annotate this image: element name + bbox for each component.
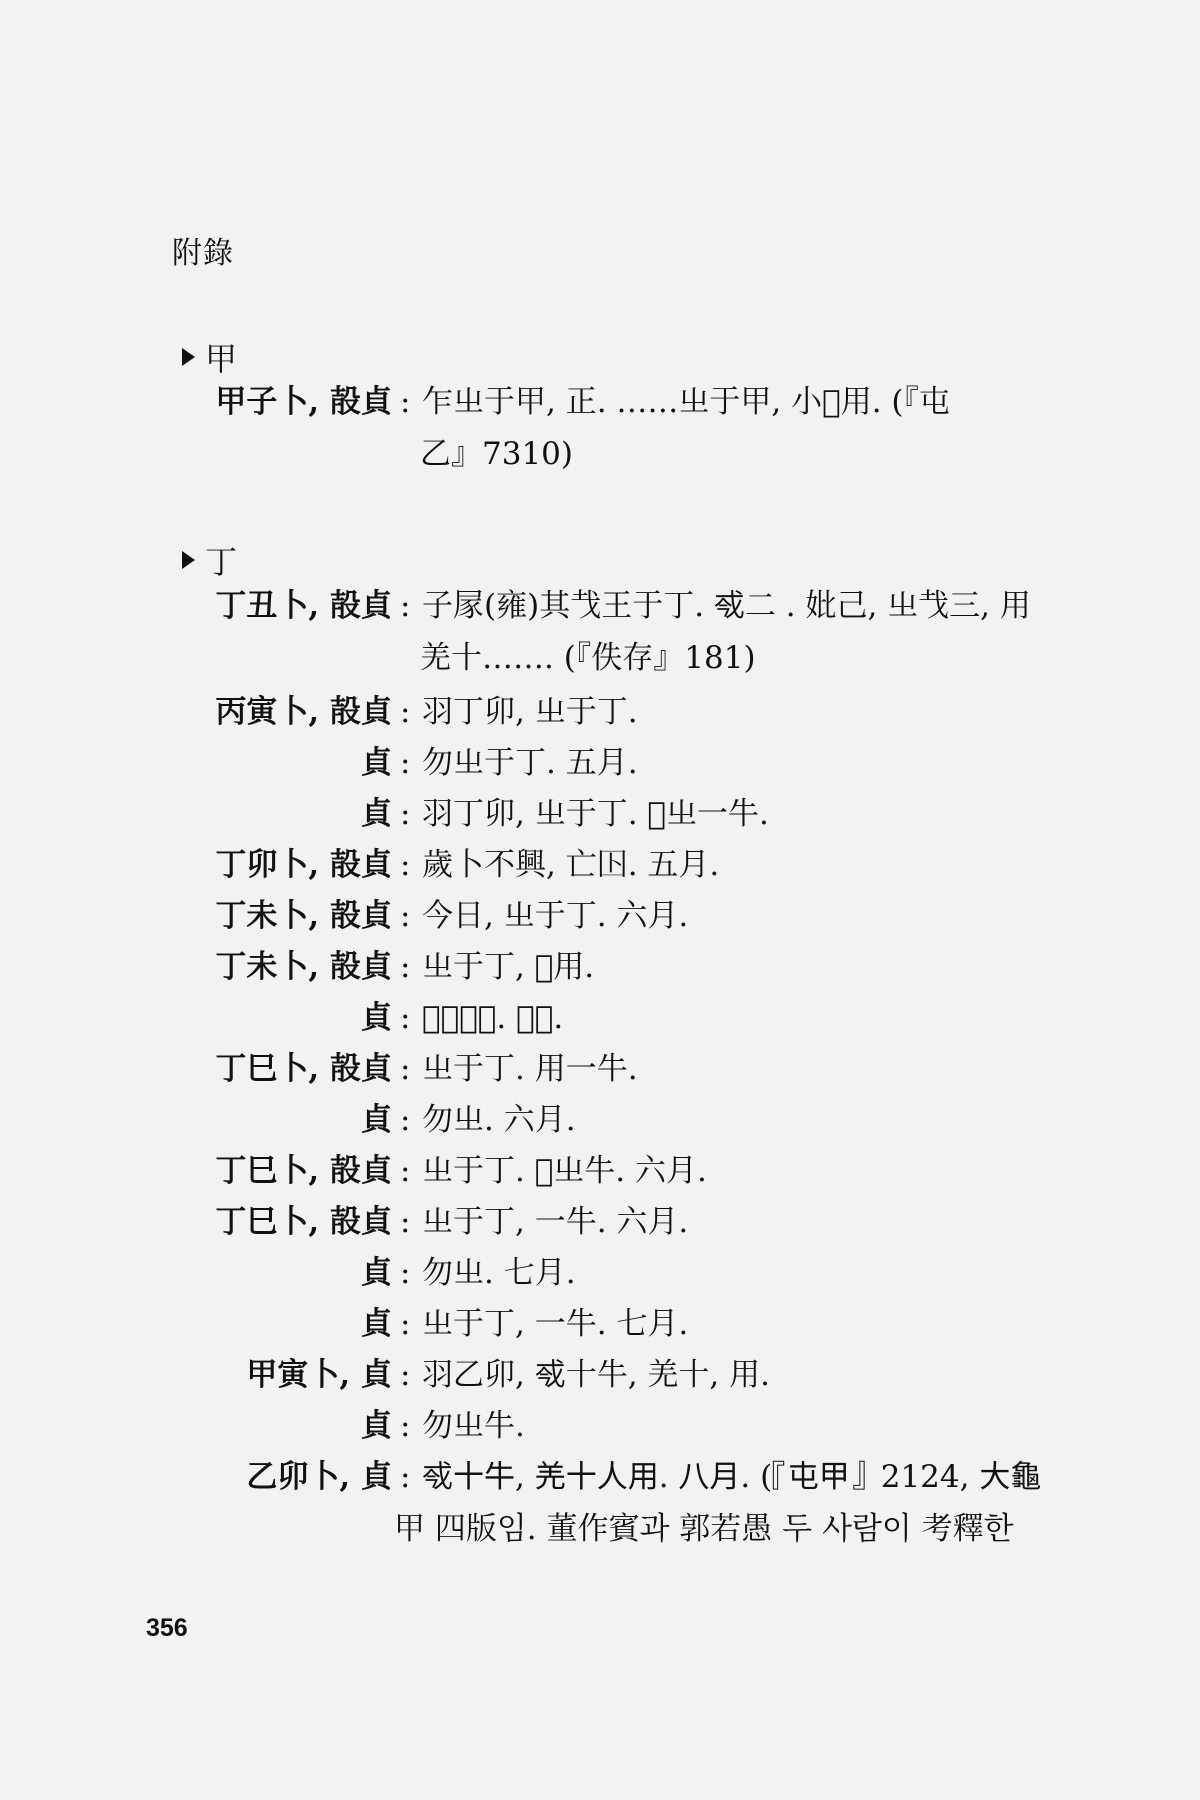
entry-colon: :: [400, 1102, 411, 1138]
entry-row: [0, 1298, 1200, 1350]
entry-colon: :: [400, 847, 411, 883]
entry-row: [0, 941, 1200, 993]
entry-colon: :: [400, 1204, 411, 1240]
entry-text: 㞢于丁, 一牛. 六月.: [422, 1204, 689, 1240]
entry-row: [0, 839, 1200, 891]
entry-row: [0, 1145, 1200, 1197]
entry-diviner: 丁未卜, 㱿貞: [215, 898, 392, 934]
running-head: 附錄: [172, 236, 234, 271]
entry-text: 子𡱰(雍)其𢦏王于丁. 𢦟二 . 妣己, 㞢𢦏三, 用: [422, 588, 1031, 624]
triangle-marker-icon: [182, 348, 195, 366]
entry-colon: :: [400, 898, 411, 934]
entry-colon: :: [400, 745, 411, 781]
entry-row: [0, 737, 1200, 789]
entry-colon: :: [400, 949, 411, 985]
entry-row: [0, 1451, 1200, 1503]
entry-continuation: 乙』7310): [420, 436, 573, 472]
entry-row: [0, 1247, 1200, 1299]
entry-colon: :: [400, 384, 411, 420]
entry-diviner: 貞: [361, 796, 392, 832]
entry-diviner: 貞: [361, 1306, 392, 1342]
entry-colon: :: [400, 694, 411, 730]
section-heading-label: 丁: [205, 543, 238, 581]
section-heading-label: 甲: [205, 340, 238, 378]
entry-diviner: 貞: [361, 745, 392, 781]
entry-text: 歲卜不興, 亡𡆥. 五月.: [422, 847, 720, 883]
entry-colon: :: [400, 1255, 411, 1291]
entry-row: [0, 1094, 1200, 1146]
entry-row: [0, 1196, 1200, 1248]
entry-text: 𤉲㞢一牛. 六月.: [422, 1000, 564, 1036]
entry-text: 㞢于丁, 一牛. 七月.: [422, 1306, 689, 1342]
entry-colon: :: [400, 1306, 411, 1342]
entry-diviner: 貞: [361, 1102, 392, 1138]
entry-text: 㞢于丁. 用一牛.: [422, 1051, 638, 1087]
entry-text: 𢦟十牛, 羌十人用. 八月. (『屯甲』2124, 大龜: [422, 1459, 1042, 1495]
triangle-marker-icon: [182, 551, 195, 569]
entry-diviner: 丁巳卜, 㱿貞: [215, 1051, 392, 1087]
entry-colon: :: [400, 588, 411, 624]
entry-colon: :: [400, 1051, 411, 1087]
entry-row: [0, 686, 1200, 738]
entry-text: 今日, 㞢于丁. 六月.: [422, 898, 689, 934]
entry-text: 勿㞢. 六月.: [422, 1102, 576, 1138]
entry-text: 㞢于丁, 𤉲用.: [422, 949, 595, 985]
entry-row: [0, 1400, 1200, 1452]
entry-text: 羽丁卯, 㞢于丁. 𤉲㞢一牛.: [422, 796, 769, 832]
entry-diviner: 貞: [361, 1255, 392, 1291]
entry-diviner: 丁丑卜, 㱿貞: [215, 588, 392, 624]
entry-diviner: 丁未卜, 㱿貞: [215, 949, 392, 985]
entry-row: [0, 890, 1200, 942]
entry-diviner: 丙寅卜, 㱿貞: [215, 694, 392, 730]
entry-diviner: 丁巳卜, 㱿貞: [215, 1204, 392, 1240]
entry-row: [0, 788, 1200, 840]
entry-row: [0, 580, 1200, 632]
entry-text: 勿㞢. 七月.: [422, 1255, 576, 1291]
entry-text: 勿㞢牛.: [422, 1408, 525, 1444]
entry-colon: :: [400, 1459, 411, 1495]
entry-row: [0, 1349, 1200, 1401]
entry-colon: :: [400, 1153, 411, 1189]
entry-text: 羽丁卯, 㞢于丁.: [422, 694, 638, 730]
entry-row: [0, 992, 1200, 1044]
entry-continuation: 甲 四版임. 董作賓과 郭若愚 두 사람이 考釋한: [394, 1511, 1014, 1547]
entry-row: [0, 1043, 1200, 1095]
entry-text: 㞢于丁. 𤉲㞢牛. 六月.: [422, 1153, 707, 1189]
entry-continuation: 羌十……. (『佚存』181): [420, 640, 756, 676]
entry-colon: :: [400, 1357, 411, 1393]
page-number: 356: [146, 1614, 188, 1642]
entry-text: 勿㞢于丁. 五月.: [422, 745, 638, 781]
section-heading: [182, 537, 237, 583]
entry-colon: :: [400, 1000, 411, 1036]
entry-diviner: 貞: [361, 1408, 392, 1444]
entry-diviner: 丁巳卜, 㱿貞: [215, 1153, 392, 1189]
entry-diviner: 甲子卜, 㱿貞: [215, 384, 392, 420]
entry-diviner: 甲寅卜, 貞: [246, 1357, 392, 1393]
entry-text: 羽乙卯, 𢦟十牛, 羌十, 用.: [422, 1357, 770, 1393]
entry-diviner: 貞: [361, 1000, 392, 1036]
section-heading: [182, 334, 237, 380]
entry-row: [0, 376, 1200, 428]
entry-text: 乍㞢于甲, 正. ……㞢于甲, 小𤉲用. (『屯: [422, 384, 951, 420]
entry-colon: :: [400, 1408, 411, 1444]
entry-colon: :: [400, 796, 411, 832]
entry-diviner: 丁卯卜, 㱿貞: [215, 847, 392, 883]
entry-diviner: 乙卯卜, 貞: [246, 1459, 392, 1495]
